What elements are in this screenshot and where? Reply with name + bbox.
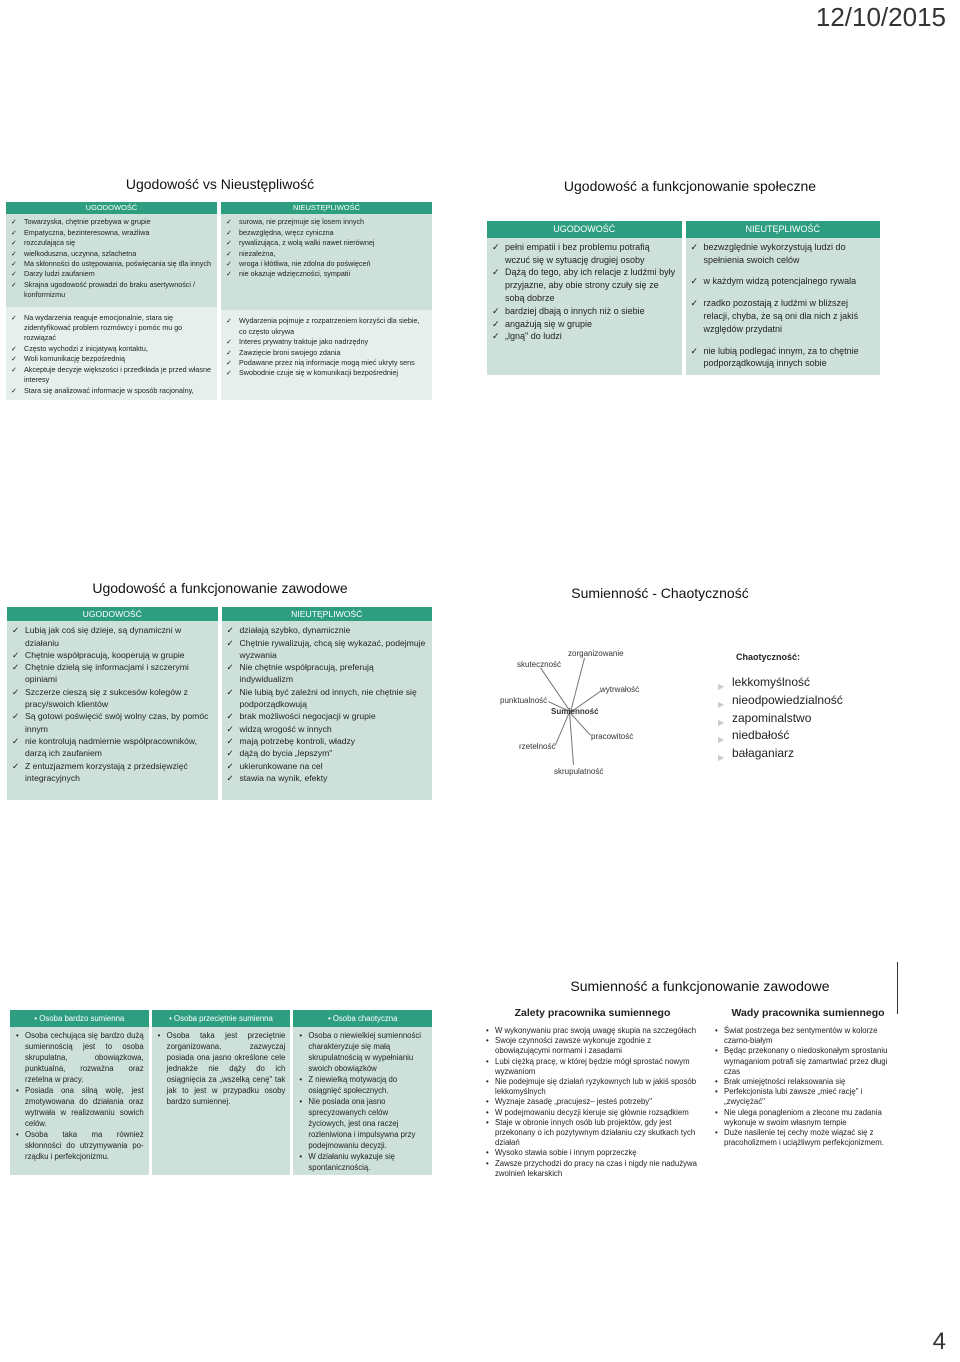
list-item: ✓ Z entuzjazmem korzystają z przedsięwzięć integracyjnych [12,760,213,785]
list-item: ✓ Są gotowi poświęcić swój wolny czas, by pomóc innym [12,710,213,735]
chaos-item-label: zapominalstwo [732,710,812,725]
slide-work-functioning [0,575,440,805]
list-item: • Świat postrzega bez sentymentów w kolorze czarno-białym [714,1026,894,1046]
column-header: • Osoba bardzo sumienna [34,1014,125,1023]
column-header: NIEUSTĘPLIWOŚĆ [221,202,432,214]
slide-title: Sumienność a funkcjonowanie zawodowe [570,978,830,994]
column-header: UGODOWOŚĆ [6,202,217,214]
chaos-item [718,727,843,745]
column-header: UGODOWOŚĆ [7,607,218,621]
slide-title: Ugodowość a funkcjonowanie zawodowe [92,580,348,596]
triangle-icon: ▶ [718,717,725,727]
list-item: • W podejmowaniu decyzji kieruje się głównie rozsądkiem [485,1108,703,1118]
chaos-item-label: bałaganiarz [732,746,795,761]
list-item: ✓ nie lubią podlegać innym, za to chętnie podporządkowują innych sobie [691,345,876,371]
list-item: ✓ rywalizująca, z wolą walki nawet nierównej [226,238,427,248]
chaos-item-label: lekkomyślność [732,675,811,689]
list-item: ✓ wroga i kłótliwa, nie zdolna do poświęceń [226,259,427,269]
trait-word: punktualność [500,696,548,705]
list-item: ✓ stawia na wynik, efekty [227,772,428,784]
list-item: • Posiada ona silną wolę, jest zmotywowana do działania oraz wytrwała w realizowaniu sowich celów. [15,1085,144,1129]
list-item: ✓ nie kontrolują nadmiernie współpracowników, darzą ich zaufaniem [12,735,213,760]
list-item: ✓ niezależna, [226,249,427,259]
list-item: • Nie ulega ponagleniom a zlecone mu zadania wykonuje w swoim własnym tempie [714,1108,894,1128]
chaos-title: Chaotyczność: [736,652,801,662]
list-item: ✓ Wydarzenia pojmuje z rozpatrzeniem korzyści dla siebie, co często ukrywa [226,316,427,337]
list-item: ✓ Nie chętnie współpracują, preferują indywidualizm [227,661,428,686]
triangle-icon: ▶ [718,682,725,691]
list-item: ✓ surowa, nie przejmuje się losem innych [226,217,427,227]
slide-title: Ugodowość a funkcjonowanie społeczne [563,178,817,194]
column-header: NIEUTĘPLIWOŚĆ [686,221,881,238]
list-item: • Osoba o niewielkiej sumienności charakteryzuje się małą skrupulatnością w wypełnianiu swoich obowiązków [298,1030,427,1074]
cons-list [714,1026,894,1148]
pros-title: Zalety pracownika sumiennego [514,1007,671,1019]
list-item: ✓ nie okazuje wdzięczności, sympatii [226,269,427,279]
list-item: ✓ Empatyczna, bezinteresowna, wrażliwa [11,228,212,238]
list-item: • Staje w obronie innych osób lub projektów, gdy jest przekonany o ich pozytywnym działaniu czy skutkach tych działań [485,1118,703,1149]
page-number: 4 [932,1328,946,1355]
list-item: ✓ mają potrzebę kontroli, władzy [227,735,428,747]
slide-conscientiousness-work [480,960,920,1190]
chaos-list [718,674,843,763]
page-date: 12/10/2015 [815,2,946,32]
list-item: • Zawsze przychodzi do pracy na czas i nigdy nie nadużywa zwolnień lekarskich [485,1159,703,1179]
list-item: ✓ „lgną" do ludzi [492,330,677,343]
list-item: ✓ widzą wrogość w innych [227,723,428,735]
list-item: • Nie posiada ona jasno sprecyzowanych celów życiowych, jest ona raczej rozleniwiona i impulsywna przy podejmowaniu decyzji. [298,1096,427,1151]
list-item: ✓ Woli komunikację bezpośrednią [11,354,212,364]
list-item: • Osoba cechująca się bardzo dużą sumiennością jest to osoba skrupulatna, obowiązkowa, punktualna, rozważna oraz rzetelna w pracy. [15,1030,144,1085]
list-item: • Wyznaje zasadę „pracujesz– jesteś potrzeby" [485,1097,703,1107]
list-item: ✓ Zawzięcie broni swojego zdania [226,348,427,358]
slide-title: Sumienność - Chaotyczność [571,585,749,601]
list-item: • Osoba taka ma również skłonności do utrzymywania po-rządku i perfekcjonizmu. [15,1129,144,1162]
chaos-item-label: niedbałość [732,728,790,743]
list-item: ✓ Chętnie współpracują, kooperują w grupie [12,649,213,661]
list-item: ✓ Nie lubią być zależni od innych, nie chętnie się podporządkowują [227,686,428,711]
list-item: ✓ wielkoduszna, uczynna, szlachetna [11,249,212,259]
list-item: ✓ bezwzględnie wykorzystują ludzi do spełnienia swoich celów [691,241,876,267]
list-item: ✓ Skrajna ugodowość prowadzi do braku asertywności / konformizmu [11,280,212,301]
trait-word: wytrwałość [600,685,640,694]
trait-word: skrupulatność [554,767,604,776]
trait-word: zorganizowanie [568,649,624,658]
triangle-icon: ▶ [718,735,725,745]
list-item: • Lubi ciężką pracę, w której będzie mógł sprostać nowym wyzwaniom [485,1057,703,1077]
triangle-icon: ▶ [718,699,725,709]
trait-word-cloud [480,575,740,805]
chaos-item [718,692,843,710]
list-item: ✓ bezwzględna, wręcz cyniczna [226,228,427,238]
list-item: ✓ Chętnie rywalizują, chcą się wykazać, podejmuje wyzwania [227,637,428,662]
list-item: ✓ Interes prywatny traktuje jako nadrzędny [226,337,427,347]
list-item: ✓ Szczerze cieszą się z sukcesów kolegów z pracy/swoich klientów [12,686,213,711]
cons-title: Wady pracownika sumiennego [731,1007,885,1019]
list-item: ✓ Podawane przez nią informacje mogą mieć ukryty sens [226,358,427,368]
column-header: • Osoba przeciętnie sumienna [169,1014,273,1023]
list-item: • Swoje czynności zawsze wykonuje zgodnie z obowiązującymi normami i zasadami [485,1036,703,1056]
trait-word: rzetelność [519,742,556,751]
list-item: ✓ Często wychodzi z inicjatywą kontaktu, [11,344,212,354]
list-item: ✓ działają szybko, dynamicznie [227,624,428,636]
column-header: • Osoba chaotyczna [327,1014,398,1023]
list-item: ✓ dążą do bycia „lepszym" [227,747,428,759]
list-item: ✓ w każdym widzą potencjalnego rywala [691,275,876,288]
trait-word: skuteczność [517,660,562,669]
trait-word: pracowitość [591,732,634,741]
list-item: ✓ Akceptuje decyzje większości i przedkłada je przed własne interesy [11,365,212,386]
list-item: ✓ brak możliwości negocjacji w grupie [227,710,428,722]
list-item: ✓ rzadko pozostają z ludźmi w bliższej relacji, chyba, że są oni dla nich z jakiś względów przydatni [691,297,876,335]
list-item: • Duże nasilenie tej cechy może wiązać się z pracoholizmem i uciążliwym perfekcjonizmem. [714,1128,894,1148]
list-item: ✓ Swobodnie czuje się w komunikacji bezpośredniej [226,368,427,378]
chaos-item [718,745,843,763]
list-item: ✓ Ma skłonności do ustępowania, poświęcania się dla innych [11,259,212,269]
slide-conscientiousness-chaos [480,575,900,805]
spoke-line [555,712,570,745]
list-item: ✓ pełni empatii i bez problemu potrafią wczuć się w sytuację drugiej osoby [492,241,677,267]
list-item: ✓ Towarzyska, chętnie przebywa w grupie [11,217,212,227]
chaos-item [718,710,843,728]
slide-social-functioning [480,170,900,380]
chaos-item-label: nieodpowiedzialność [732,692,843,707]
list-item: ✓ bardziej dbają o innych niż o siebie [492,305,677,318]
list-item: • Perfekcjonista lubi zawsze „mieć rację" i „zwyciężać" [714,1087,894,1107]
list-item: • Nie podejmuje się działań ryzykownych lub w jakiś sposób lekkomyślnych [485,1077,703,1097]
list-item: • W wykonywaniu prac swoją uwagę skupia na szczegółach [485,1026,703,1036]
list-item: ✓ Lubią jak coś się dzieje, są dynamiczni w działaniu [12,624,213,649]
slide-title: Ugodowość vs Nieustępliwość [125,176,315,192]
list-item: ✓ Na wydarzenia reaguje emocjonalnie, stara się zidentyfikować problem rozmówcy i pomóc mu go rozwiązać [11,313,212,344]
list-item: ✓ Dążą do tego, aby ich relacje z ludźmi były przyjazne, aby obie strony czuły się ze sobą dobrze [492,266,677,304]
list-item: • Z niewielką motywacją do osiągnięć społecznych. [298,1074,427,1096]
list-item: ✓ Stara się analizować informacje w sposób racjonalny, [11,386,212,396]
pros-list [485,1026,703,1179]
list-item: • Osoba taka jest przeciętnie zorganizowana, zazwyczaj posiada ona jasno określone cele jednakże nie dąży do ich osiągnięcia za „wszelką cenę" tak jak to jest w przypadku osoby bardzo sumiennej. [157,1030,286,1107]
list-item: ✓ angażują się w grupie [492,318,677,331]
center-word: Sumienność [551,707,599,716]
list-item: • Brak umiejętności relaksowania się [714,1077,894,1087]
spoke-line [569,712,574,765]
column-header: UGODOWOŚĆ [487,221,682,238]
slide-conscientiousness-levels [10,1010,432,1180]
list-item: • Wysoko stawia sobie i innym poprzeczkę [485,1148,703,1158]
chaos-item [718,674,843,692]
list-item: • Będąc przekonany o niedoskonałym sprostaniu wymaganiom potrafi się zamartwiać przez długi czas [714,1046,894,1077]
column-header: NIEUTĘPLIWOŚĆ [222,607,433,621]
list-item: • W działaniu wykazuje się spontanicznością. [298,1151,427,1173]
list-item: ✓ rozczulająca się [11,238,212,248]
list-item: ✓ Darzy ludzi zaufaniem [11,269,212,279]
triangle-icon: ▶ [718,753,725,763]
slide-agreeableness-vs-antagonism [0,170,440,405]
list-item: ✓ ukierunkowane na cel [227,760,428,772]
list-item: ✓ Chętnie dzielą się informacjami i szczerymi opiniami [12,661,213,686]
